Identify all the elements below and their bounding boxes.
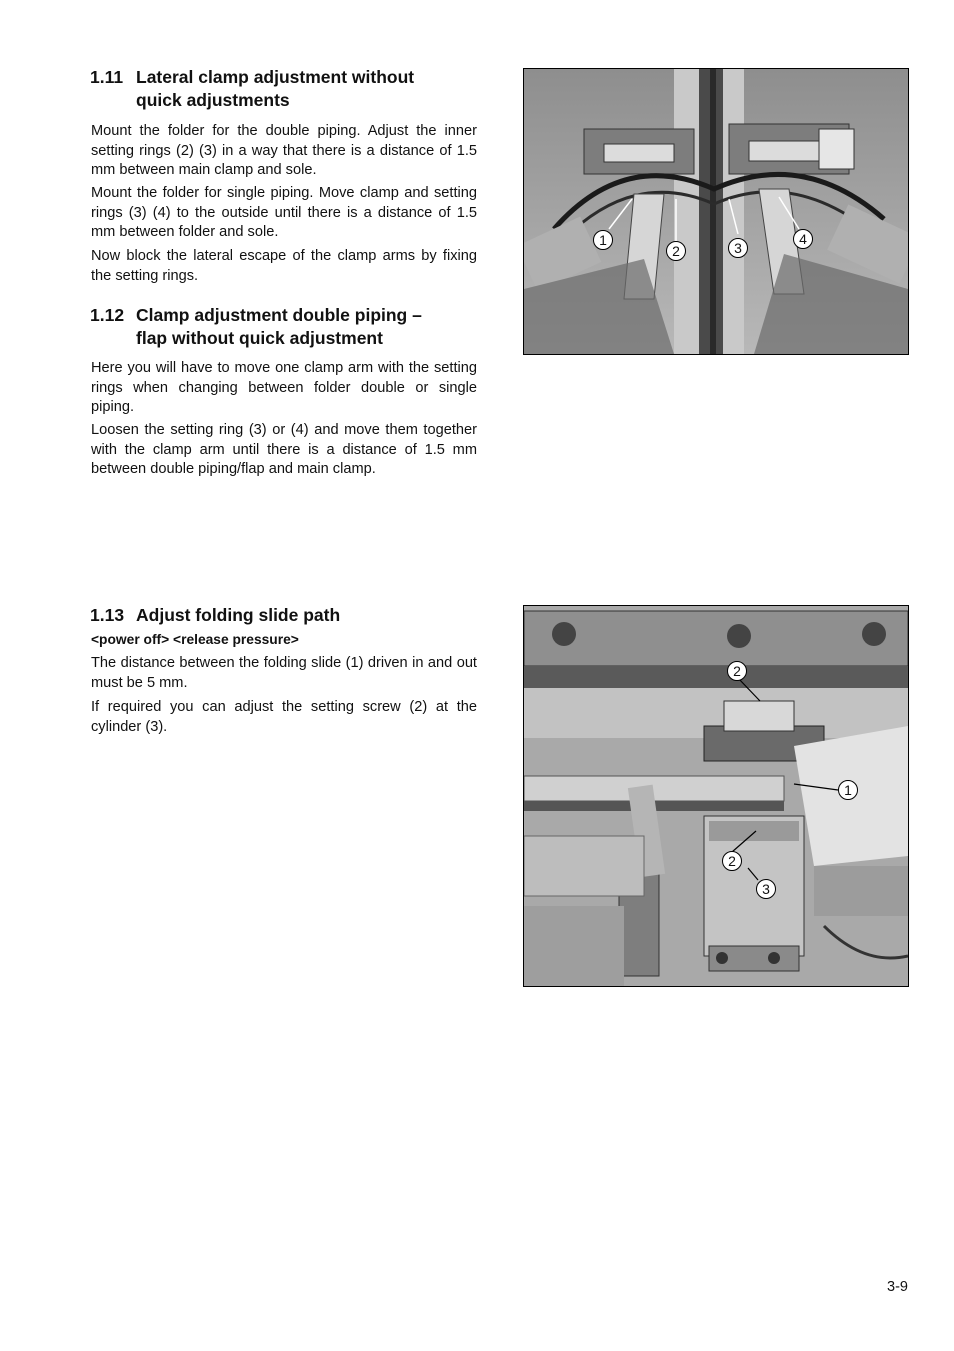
callout-3: 3 — [728, 238, 748, 258]
folding-slide-photo — [523, 605, 909, 987]
section-title-line1: Lateral clamp adjustment without — [136, 67, 415, 87]
paragraph: Mount the folder for the double piping. Adjust the inner setting rings (2) (3) in a way that there is a distance of 1.5 mm between main clamp and sole. — [91, 123, 477, 179]
paragraph: Now block the lateral escape of the clamp arms by fixing the setting rings. — [91, 248, 477, 284]
callout-2: 2 — [722, 851, 742, 871]
section-title: Adjust folding slide path — [136, 605, 341, 625]
clamp-assembly-photo — [523, 68, 909, 355]
paragraph: Here you will have to move one clamp arm with the setting rings when changing between folder double or single piping. — [91, 360, 477, 416]
callout-4: 4 — [793, 229, 813, 249]
callout-2: 2 — [666, 241, 686, 261]
section-1-13-heading — [90, 604, 490, 627]
callout-3: 3 — [756, 879, 776, 899]
paragraph: If required you can adjust the setting screw (2) at the cylinder (3). — [91, 699, 477, 735]
paragraph: Mount the folder for single piping. Move clamp and setting rings (3) (4) to the outside until there is a distance of 1.5 mm between folder and sole. — [91, 185, 477, 241]
paragraph: Loosen the setting ring (3) or (4) and move them together with the clamp arm until there is a distance of 1.5 mm between double piping/flap and main clamp. — [91, 422, 477, 478]
callout-2: 2 — [727, 661, 747, 681]
callout-1: 1 — [593, 230, 613, 250]
page-number: 3-9 — [887, 1279, 908, 1295]
section-number: 1.13 — [90, 605, 125, 625]
section-1-12-heading — [90, 304, 490, 350]
power-off-note: <power off> <release pressure> — [91, 632, 299, 647]
section-title-line2: flap without quick adjustment — [136, 328, 383, 348]
section-1-11-heading — [90, 66, 490, 112]
section-title-line2: quick adjustments — [136, 90, 290, 110]
callout-1: 1 — [838, 780, 858, 800]
section-number: 1.11 — [90, 67, 124, 87]
section-title-line1: Clamp adjustment double piping – — [136, 305, 422, 325]
section-number: 1.12 — [90, 305, 125, 325]
paragraph: The distance between the folding slide (1) driven in and out must be 5 mm. — [91, 655, 477, 691]
